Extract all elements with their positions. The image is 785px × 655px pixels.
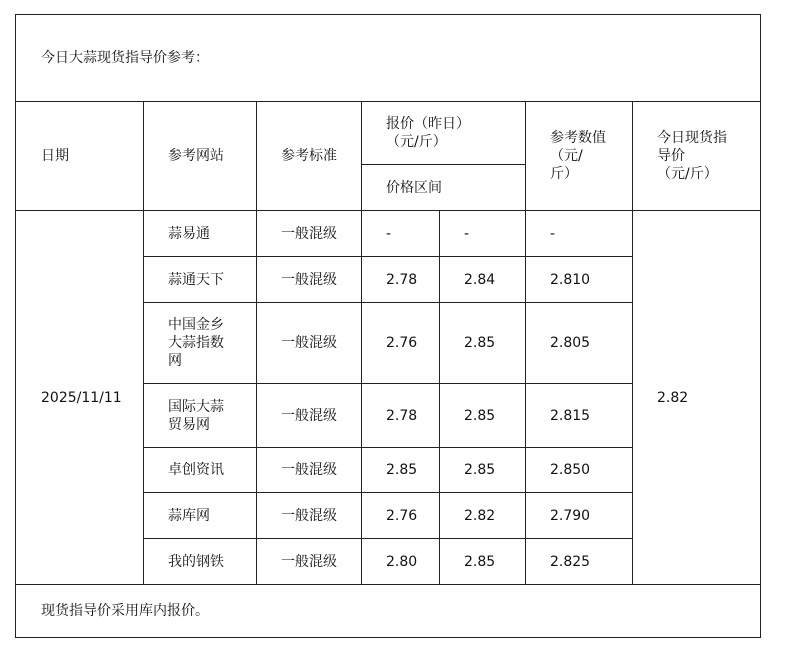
standard-cell: 一般混级 <box>257 384 362 447</box>
ref-value-cell: 2.810 <box>526 257 633 303</box>
header-guide-line3: （元/斤） <box>657 165 718 182</box>
site-cell <box>144 493 257 539</box>
ref-value-cell: 2.825 <box>526 539 633 585</box>
header-range: 价格区间 <box>362 164 526 211</box>
price-low-cell: 2.76 <box>362 303 440 384</box>
price-high-cell: 2.82 <box>440 493 526 539</box>
ref-value-cell: 2.815 <box>526 384 633 447</box>
price-high-cell: 2.84 <box>440 257 526 303</box>
header-ref-line2: （元/ <box>550 147 583 164</box>
ref-value-cell: 2.805 <box>526 303 633 384</box>
site-line: 国际大蒜 <box>168 398 224 415</box>
site-cell <box>144 539 257 585</box>
site-line: 我的钢铁 <box>168 553 224 570</box>
standard-cell: 一般混级 <box>257 539 362 585</box>
guide-price-cell: 2.82 <box>633 211 761 585</box>
site-line: 网 <box>168 353 182 370</box>
site-cell <box>144 257 257 303</box>
standard-cell: 一般混级 <box>257 257 362 303</box>
header-quote <box>362 101 526 164</box>
price-low-cell: 2.78 <box>362 384 440 447</box>
site-cell <box>144 211 257 257</box>
header-ref <box>526 101 633 211</box>
site-line: 蒜通天下 <box>168 271 224 288</box>
table-title: 今日大蒜现货指导价参考： <box>16 15 761 102</box>
standard-cell: 一般混级 <box>257 447 362 493</box>
price-low-cell: - <box>362 211 440 257</box>
header-standard: 参考标准 <box>257 101 362 211</box>
site-line: 蒜库网 <box>168 507 210 524</box>
site-cell <box>144 303 257 384</box>
price-high-cell: 2.85 <box>440 447 526 493</box>
site-line: 大蒜指数 <box>168 335 224 352</box>
site-line: 卓创资讯 <box>168 461 224 478</box>
ref-value-cell: 2.850 <box>526 447 633 493</box>
price-table <box>15 14 761 638</box>
price-low-cell: 2.76 <box>362 493 440 539</box>
site-cell <box>144 447 257 493</box>
site-line: 中国金乡 <box>168 317 224 334</box>
ref-value-cell: 2.790 <box>526 493 633 539</box>
header-ref-line1: 参考数值 <box>550 129 606 146</box>
standard-cell: 一般混级 <box>257 303 362 384</box>
price-high-cell: 2.85 <box>440 384 526 447</box>
site-line: 蒜易通 <box>168 225 210 242</box>
table-row <box>16 211 761 257</box>
header-date: 日期 <box>16 101 144 211</box>
header-ref-line3: 斤） <box>550 165 578 182</box>
header-guide-line1: 今日现货指 <box>657 129 727 146</box>
price-high-cell: - <box>440 211 526 257</box>
site-cell <box>144 384 257 447</box>
price-high-cell: 2.85 <box>440 303 526 384</box>
header-guide-line2: 导价 <box>657 147 685 164</box>
standard-cell: 一般混级 <box>257 493 362 539</box>
date-cell: 2025/11/11 <box>16 211 144 585</box>
price-low-cell: 2.78 <box>362 257 440 303</box>
table-footnote: 现货指导价采用库内报价。 <box>16 584 761 637</box>
price-high-cell: 2.85 <box>440 539 526 585</box>
header-quote-line2: （元/斤） <box>386 133 447 150</box>
standard-cell: 一般混级 <box>257 211 362 257</box>
price-low-cell: 2.80 <box>362 539 440 585</box>
site-line: 贸易网 <box>168 416 210 433</box>
ref-value-cell: - <box>526 211 633 257</box>
header-quote-line1: 报价（昨日） <box>386 115 470 132</box>
header-site: 参考网站 <box>144 101 257 211</box>
price-low-cell: 2.85 <box>362 447 440 493</box>
header-guide <box>633 101 761 211</box>
